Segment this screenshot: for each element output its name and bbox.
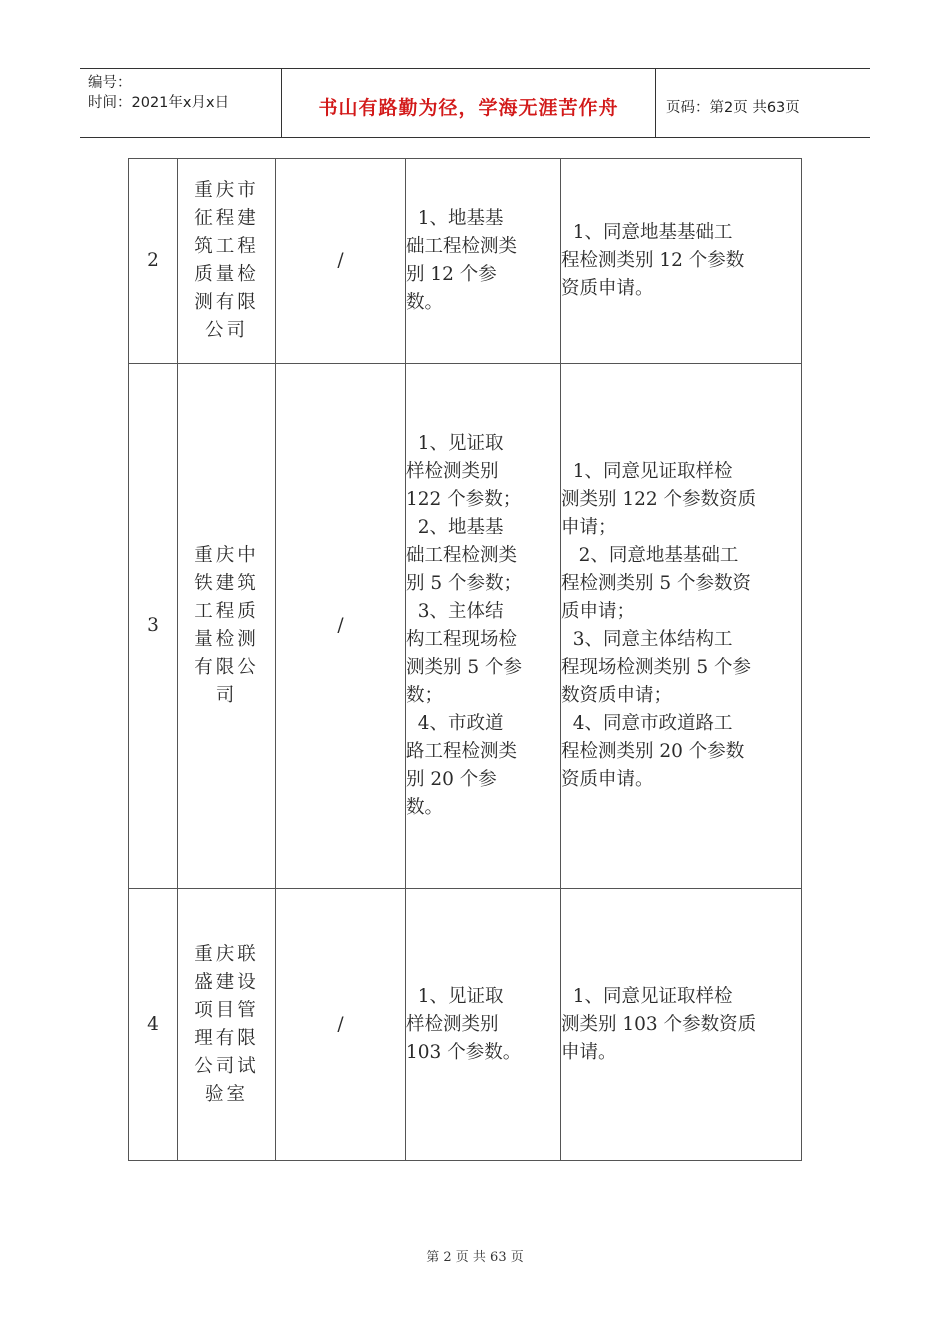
company-name (178, 364, 276, 889)
application-scope-line: 别 20 个参 (406, 769, 497, 790)
review-opinion-line: 程检测类别 5 个参数资 (561, 573, 752, 594)
company-name-line: 铁建筑 (194, 573, 259, 594)
application-scope (406, 159, 561, 364)
company-name-line: 量检测 (194, 629, 259, 650)
review-opinion-line: 数资质申请； (561, 685, 673, 706)
application-scope-line: 础工程检测类 (406, 545, 518, 566)
header-motto: 书山有路勤为径，学海无涯苦作舟 (282, 69, 656, 137)
review-opinion-line: 质申请； (561, 601, 636, 622)
review-opinion-line: 1、同意见证取样检 (561, 985, 733, 1007)
company-name-line: 理有限 (194, 1027, 259, 1049)
document-number-label: 编号： (88, 75, 132, 91)
table-row (129, 364, 802, 889)
approval-table-body (129, 159, 802, 1161)
company-name-line: 公司试 (194, 1055, 259, 1077)
application-scope-line: 数。 (406, 797, 444, 818)
table-row (129, 159, 802, 364)
review-opinion-line: 1、同意见证取样检 (561, 461, 733, 482)
review-opinion-line: 测类别 103 个参数资质 (561, 1013, 757, 1035)
application-scope-line: 122 个参数； (406, 489, 522, 510)
company-name-line: 征程建 (194, 208, 259, 229)
company-name-line: 测有限 (194, 292, 259, 313)
previous-qualification: / (276, 889, 406, 1161)
review-opinion (561, 364, 802, 889)
company-name-line: 重庆中 (194, 545, 259, 566)
review-opinion-line: 1、同意地基基础工 (561, 222, 733, 243)
application-scope-line: 数； (406, 685, 444, 706)
company-name-line: 公司 (204, 320, 248, 341)
row-number: 3 (129, 364, 178, 889)
review-opinion-line: 资质申请。 (561, 769, 654, 790)
company-name-line: 项目管 (194, 999, 259, 1021)
row-number: 2 (129, 159, 178, 364)
review-opinion-line: 程检测类别 20 个参数 (561, 741, 745, 762)
company-name-line: 工程质 (194, 601, 259, 622)
document-time-label: 时间：2021年x月x日 (88, 95, 230, 111)
review-opinion-line: 程检测类别 12 个参数 (561, 250, 745, 271)
application-scope-line: 数。 (406, 292, 444, 313)
application-scope-line: 础工程检测类 (406, 236, 518, 257)
company-name-line: 质量检 (194, 264, 259, 285)
company-name-line: 有限公 (194, 657, 259, 678)
review-opinion-line: 2、同意地基基础工 (561, 545, 739, 566)
company-name-line: 盛建设 (194, 971, 259, 993)
company-name-line: 重庆市 (194, 180, 259, 201)
application-scope-line: 103 个参数。 (406, 1041, 522, 1063)
company-name-line: 重庆联 (194, 943, 259, 965)
review-opinion-line: 申请。 (561, 1041, 617, 1063)
row-number: 4 (129, 889, 178, 1161)
application-scope-line: 3、主体结 (406, 601, 504, 622)
application-scope-line: 2、地基基 (406, 517, 504, 538)
application-scope-line: 别 5 个参数； (406, 573, 523, 594)
page-footer: 第 2 页 共 63 页 (426, 1250, 524, 1265)
company-name (178, 889, 276, 1161)
application-scope-line: 样检测类别 (406, 461, 499, 482)
review-opinion-line: 申请； (561, 517, 617, 538)
company-name-line: 筑工程 (194, 236, 259, 257)
application-scope-line: 构工程现场检 (406, 629, 518, 650)
previous-qualification: / (276, 364, 406, 889)
review-opinion-line: 3、同意主体结构工 (561, 629, 733, 650)
application-scope-line: 4、市政道 (406, 713, 504, 734)
company-name-line: 司 (215, 685, 238, 706)
application-scope-line: 样检测类别 (406, 1013, 499, 1035)
application-scope-line: 路工程检测类 (406, 741, 518, 762)
header-page-info: 页码：第2页 共63页 (666, 99, 800, 116)
application-scope (406, 364, 561, 889)
company-name-line: 验室 (204, 1083, 248, 1105)
review-opinion-line: 4、同意市政道路工 (561, 713, 733, 734)
review-opinion-line: 测类别 122 个参数资质 (561, 489, 757, 510)
application-scope-line: 1、见证取 (406, 433, 504, 454)
review-opinion-line: 资质申请。 (561, 278, 654, 299)
application-scope (406, 889, 561, 1161)
application-scope-line: 1、见证取 (406, 985, 504, 1007)
table-row (129, 889, 802, 1161)
review-opinion-line: 程现场检测类别 5 个参 (561, 657, 752, 678)
application-scope-line: 别 12 个参 (406, 264, 497, 285)
review-opinion (561, 159, 802, 364)
header-meta (80, 69, 282, 137)
application-scope-line: 测类别 5 个参 (406, 657, 523, 678)
company-name (178, 159, 276, 364)
approval-table (128, 158, 802, 1161)
page-header (80, 68, 870, 138)
review-opinion (561, 889, 802, 1161)
previous-qualification: / (276, 159, 406, 364)
application-scope-line: 1、地基基 (406, 208, 504, 229)
